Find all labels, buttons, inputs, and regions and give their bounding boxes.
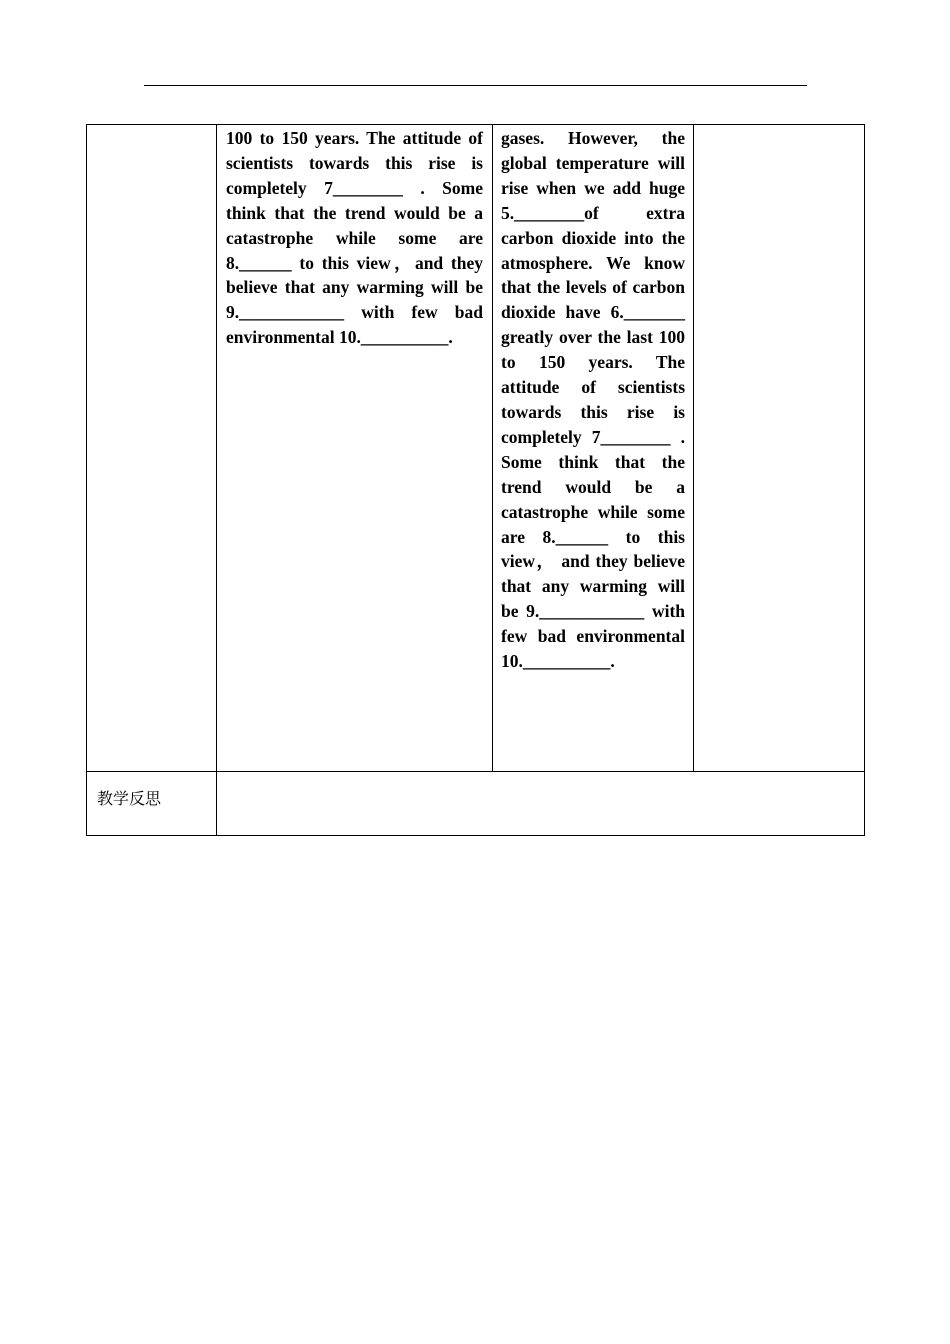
teacher-activity-text: 100 to 150 years. The attitude of scientists towards this rise is completely 7________ . Some think that the trend would be a catastrophe while some are 8.______ to this view，and they believe that any warming will be 9.____________ with few bad environmental 10.__________. — [226, 128, 483, 348]
header-rule — [144, 85, 807, 86]
content-row — [87, 125, 865, 772]
reflection-label: 教学反思 — [87, 772, 217, 836]
lesson-plan-table — [86, 124, 865, 836]
student-activity-text: gases. However, the global temperature will rise when we add huge 5.________of extra carbon dioxide into the atmosphere. We know that the levels of carbon dioxide have 6._______ greatly over the last 100 to 150 years. The attitude of scientists towards this rise is completely 7________ . Some think that the trend would be a catastrophe while some are 8.______ to this view， and they believe that any warming will be 9.____________ with few bad environmental 10.__________. — [501, 128, 685, 672]
reflection-row — [87, 772, 865, 836]
step-cell — [87, 125, 217, 772]
notes-cell — [694, 125, 865, 772]
student-activity-cell — [493, 125, 694, 772]
reflection-content — [217, 772, 865, 836]
teacher-activity-cell — [217, 125, 493, 772]
